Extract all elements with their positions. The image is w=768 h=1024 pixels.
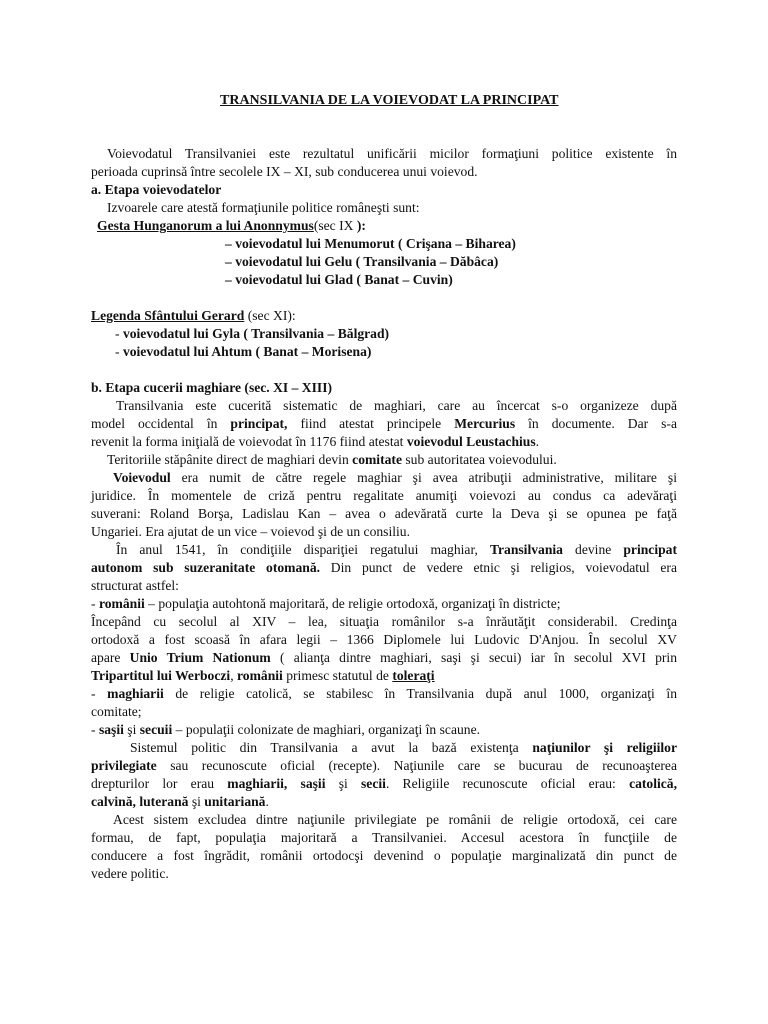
- text-line: [91, 775, 677, 793]
- text-line: [91, 577, 179, 595]
- text-run: autonom sub suzeranitate otomană.: [91, 560, 321, 575]
- text-run: – voievodatul lui Menumorut ( Crişana – Biharea): [225, 236, 516, 251]
- document-title: TRANSILVANIA DE LA VOIEVODAT LA PRINCIPAT: [220, 93, 559, 108]
- text-line: [116, 541, 677, 559]
- text-run: privilegiate: [91, 758, 157, 773]
- text-run: şi: [123, 722, 140, 737]
- text-line: [91, 703, 142, 721]
- text-run: Voievodatul Transilvaniei este rezultatul unificării micilor formaţiuni politice existente în: [107, 146, 677, 161]
- text-run: catolică,: [629, 776, 677, 791]
- text-run: Izvoarele care atestă formaţiunile politice româneşti sunt:: [107, 200, 420, 215]
- text-line: [115, 343, 371, 361]
- text-run: secii: [361, 776, 386, 791]
- text-run: – populaţia autohtonă majoritară, de religie ortodoxă, organizaţi în districte;: [144, 596, 561, 611]
- text-run: Transilvania: [489, 542, 563, 557]
- text-line: [91, 505, 677, 523]
- text-run: revenit la forma iniţială de voievodat în 1176 fiind atestat: [91, 434, 407, 449]
- text-line: [91, 433, 539, 451]
- text-run: Sistemul politic din Transilvania a avut la bază existenţa: [130, 740, 533, 755]
- text-line: [91, 631, 677, 649]
- text-run: toleraţi: [392, 668, 435, 683]
- text-line: [91, 649, 677, 667]
- text-run: naţiunilor şi religiilor: [532, 740, 677, 755]
- text-run: suverani: Roland Borşa, Ladislau Kan – avea o adevărată curte la Deva şi se opunea pe faţă: [91, 506, 677, 521]
- text-line: [107, 199, 420, 217]
- text-run: – populaţii colonizate de maghiari, organizaţi în scaune.: [172, 722, 481, 737]
- text-line: [115, 325, 389, 343]
- text-line: [91, 757, 677, 775]
- text-line: [113, 469, 677, 487]
- text-run: conducere a fost îngrădit, românii ortodocşi devenind o populaţie marginalizată din punct de: [91, 848, 677, 863]
- text-run: vedere politic.: [91, 866, 169, 881]
- text-run: românii: [237, 668, 283, 683]
- text-line: [91, 667, 435, 685]
- text-run: . Religiile recunoscute oficial erau:: [385, 776, 630, 791]
- text-line: [91, 523, 410, 541]
- text-run: saşii: [98, 722, 124, 737]
- text-line: [91, 379, 332, 397]
- text-run: în documente. Dar s-a: [515, 416, 677, 431]
- text-run: Teritoriile stăpânite direct de maghiari devin: [107, 452, 353, 467]
- text-run: a. Etapa voievodatelor: [91, 182, 222, 197]
- text-run: Tripartitul lui Werboczi: [91, 668, 231, 683]
- text-run: .: [535, 434, 540, 449]
- text-run: b. Etapa cucerii maghiare (sec. XI – XIII): [91, 380, 333, 395]
- text-line: [91, 613, 677, 631]
- text-line: [91, 307, 296, 325]
- text-line: [91, 595, 561, 613]
- text-run: principat: [623, 542, 677, 557]
- text-run: Începând cu secolul al XIV – lea, situaţia românilor s-a înrăutăţit considerabil. Credinţa: [91, 614, 677, 629]
- text-run: devine: [562, 542, 624, 557]
- text-run: era numit de către regele maghiar şi avea atribuţii administrative, militare şi: [170, 470, 677, 485]
- text-run: -: [91, 722, 99, 737]
- text-run: primesc statutul de: [282, 668, 393, 683]
- text-run: Transilvania este cucerită sistematic de maghiari, care au încercat s-o organizeze după: [116, 398, 677, 413]
- text-run: drepturilor lor erau: [91, 776, 228, 791]
- text-run: calvină, luterană: [91, 794, 189, 809]
- text-run: sub autoritatea voievodului.: [401, 452, 557, 467]
- text-run: unitariană: [204, 794, 266, 809]
- text-run: structurat astfel:: [91, 578, 179, 593]
- text-line: [91, 865, 169, 883]
- text-run: Ungariei. Era ajutat de un vice – voievod şi de un consiliu.: [91, 524, 410, 539]
- text-run: – voievodatul lui Glad ( Banat – Cuvin): [225, 272, 453, 287]
- text-line: [91, 487, 677, 505]
- text-run: voievodatul lui Ahtum ( Banat – Morisena): [122, 344, 372, 359]
- text-line: [225, 253, 498, 271]
- text-line: [225, 235, 516, 253]
- text-run: -: [115, 344, 123, 359]
- text-run: românii: [98, 596, 145, 611]
- text-line: [91, 685, 677, 703]
- text-run: Din punct de vedere etnic şi religios, voievodatul era: [320, 560, 677, 575]
- text-line: [130, 739, 677, 757]
- text-line: [116, 397, 677, 415]
- text-line: [97, 217, 366, 235]
- text-line: [91, 163, 478, 181]
- text-run: Acest sistem excludea dintre naţiunile privilegiate pe românii de religie ortodoxă, cei care: [113, 812, 677, 827]
- text-line: [91, 721, 480, 739]
- text-run: şi: [188, 794, 205, 809]
- text-line: [91, 829, 677, 847]
- text-run: comitate;: [91, 704, 142, 719]
- text-line: [107, 451, 557, 469]
- text-run: În anul 1541, în condiţiile dispariţiei regatului maghiar,: [116, 542, 490, 557]
- text-run: fiind atestat principele: [287, 416, 455, 431]
- text-run: -: [91, 596, 99, 611]
- text-run: principat,: [230, 416, 288, 431]
- text-line: [91, 847, 677, 865]
- text-run: voievodatul lui Gyla ( Transilvania – Bălgrad): [122, 326, 390, 341]
- text-run: sau recunoscute oficial (recepte). Naţiunile care se bucurau de recunoaşterea: [156, 758, 677, 773]
- text-line: [107, 145, 677, 163]
- text-line: [91, 793, 269, 811]
- text-run: .: [265, 794, 269, 809]
- text-run: secuii: [139, 722, 173, 737]
- text-run: şi: [325, 776, 362, 791]
- text-run: (sec XI):: [244, 308, 296, 323]
- text-line: [91, 559, 677, 577]
- text-run: de religie catolică, se stabilesc în Transilvania după anul 1000, organizaţi în: [163, 686, 677, 701]
- text-run: voievodul Leustachius: [406, 434, 536, 449]
- text-line: [91, 181, 221, 199]
- text-run: Voievodul: [113, 470, 171, 485]
- text-run: ortodoxă a fost scoasă în afara legii – 1366 Diplomele lui Ludovic D'Anjou. În secolul XV: [91, 632, 677, 647]
- text-run: formau, de fapt, populaţia majoritară a Transilvaniei. Accesul acestora în funcţiile de: [91, 830, 677, 845]
- text-run: ( alianţa dintre maghiari, saşi şi secui) iar în secolul XVI prin: [270, 650, 677, 665]
- text-run: -: [115, 326, 123, 341]
- text-line: [91, 415, 677, 433]
- text-run: maghiarii, saşii: [227, 776, 326, 791]
- text-run: Unio Trium Nationum: [129, 650, 271, 665]
- text-run: ):: [356, 218, 366, 233]
- text-run: – voievodatul lui Gelu ( Transilvania – Dăbâca): [225, 254, 499, 269]
- text-run: (sec IX: [313, 218, 357, 233]
- text-run: model occidental în: [91, 416, 231, 431]
- text-run: juridice. În momentele de criză pentru regalitate anumiţi voievozi au condus ca adevăraţi: [91, 488, 677, 503]
- text-run: perioada cuprinsă între secolele IX – XI, sub conducerea unui voievod.: [91, 164, 478, 179]
- text-run: -: [91, 686, 108, 701]
- text-run: comitate: [352, 452, 402, 467]
- text-run: apare: [91, 650, 130, 665]
- text-line: [113, 811, 677, 829]
- text-run: Mercurius: [454, 416, 516, 431]
- text-line: [225, 271, 453, 289]
- text-run: Gesta Hunganorum a lui Anonnymus: [97, 218, 314, 233]
- text-run: maghiarii: [107, 686, 164, 701]
- text-run: ,: [230, 668, 237, 683]
- text-run: Legenda Sfântului Gerard: [91, 308, 245, 323]
